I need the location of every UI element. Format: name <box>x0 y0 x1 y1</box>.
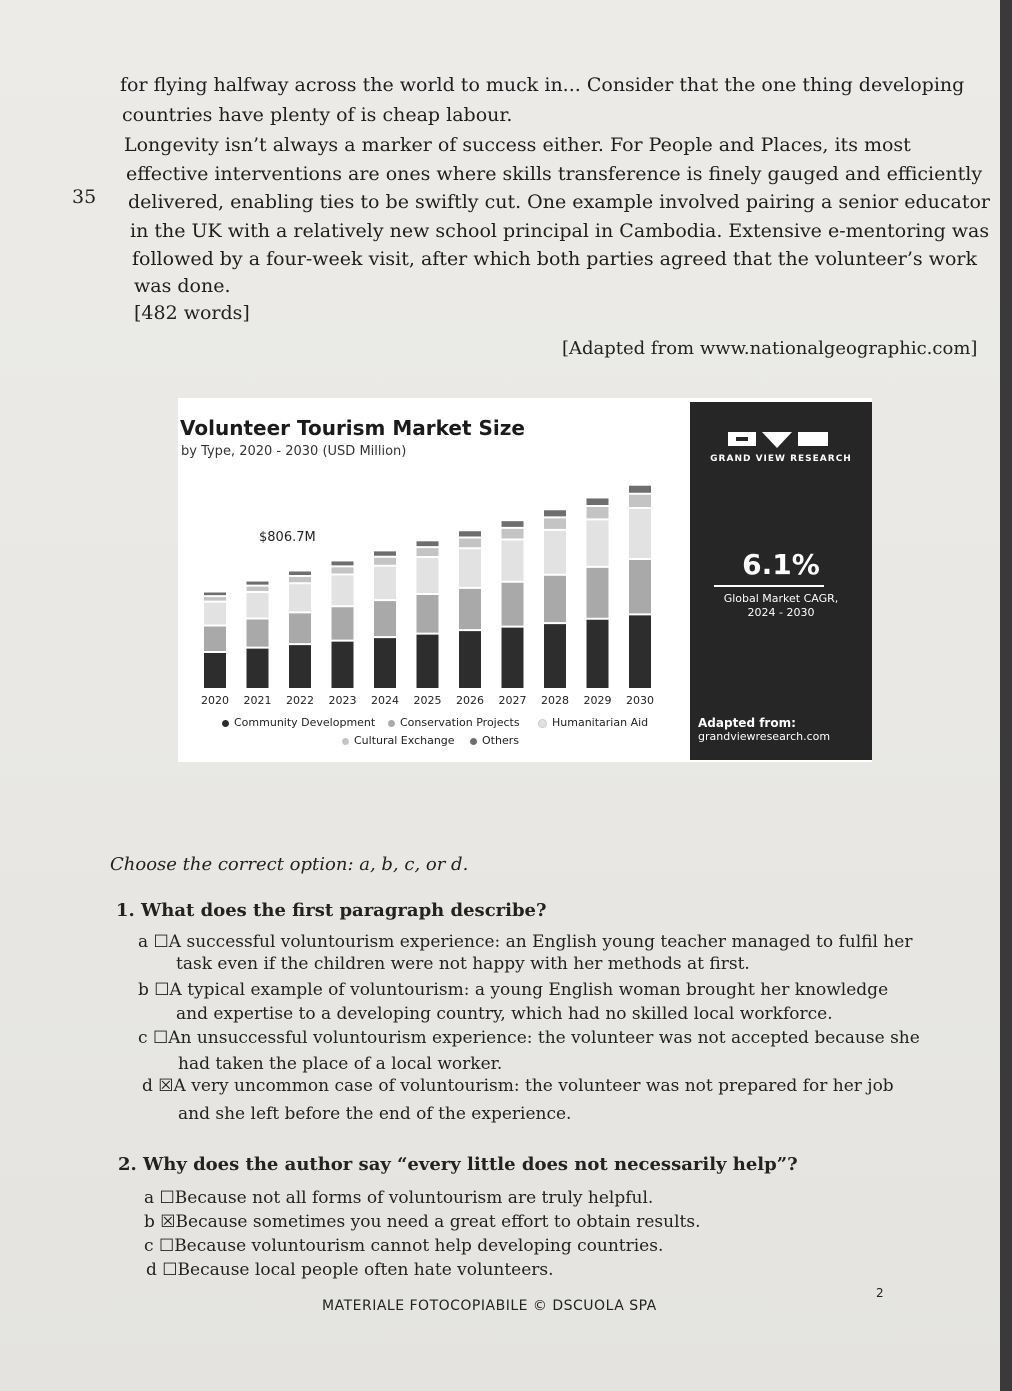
page-number: 2 <box>876 1286 884 1300</box>
legend-dot <box>470 738 477 745</box>
bar-segment-community-development <box>459 631 481 688</box>
legend-item: Cultural Exchange <box>342 734 455 747</box>
bar-segment-conservation-projects <box>502 583 524 626</box>
bar-segment-cultural-exchange <box>332 567 354 573</box>
line-number: 35 <box>72 186 97 208</box>
bar-segment-cultural-exchange <box>502 529 524 539</box>
word-count: [482 words] <box>134 302 250 324</box>
passage-line: countries have plenty of is cheap labour. <box>122 104 513 126</box>
adapted-label: Adapted from: <box>698 716 796 730</box>
checkbox-icon[interactable]: ☐ <box>154 980 170 1000</box>
q1-option-d[interactable]: d ☒A very uncommon case of voluntourism: the volunteer was not prepared for her job <box>142 1076 894 1096</box>
bar-segment-others <box>332 561 354 565</box>
passage-line: Longevity isn’t always a marker of success either. For People and Places, its most <box>124 134 911 156</box>
checkbox-icon[interactable]: ☐ <box>152 1028 169 1048</box>
legend-item: Others <box>470 734 519 747</box>
bar-segment-community-development <box>289 645 311 688</box>
bar-segment-humanitarian-aid <box>459 549 481 587</box>
source-citation: [Adapted from www.nationalgeographic.com] <box>562 338 978 359</box>
option-continuation: had taken the place of a local worker. <box>178 1054 503 1074</box>
x-tick-label: 2024 <box>371 694 399 707</box>
legend-item: Community Development <box>222 716 375 729</box>
checked-checkbox-icon[interactable]: ☒ <box>160 1212 176 1232</box>
bar-segment-humanitarian-aid <box>332 576 354 606</box>
adapted-site: grandviewresearch.com <box>698 730 831 743</box>
checked-checkbox-icon[interactable]: ☒ <box>158 1076 174 1096</box>
bar-segment-community-development <box>629 615 651 688</box>
cagr-panel <box>690 402 872 760</box>
q2-option-c[interactable]: c ☐Because voluntourism cannot help developing countries. <box>144 1236 664 1256</box>
legend-dot <box>538 719 547 728</box>
bar-segment-conservation-projects <box>332 607 354 639</box>
bar-segment-community-development <box>502 628 524 688</box>
cagr-label: Global Market CAGR, 2024 - 2030 <box>723 592 839 619</box>
q2-option-a[interactable]: a ☐Because not all forms of voluntourism are truly helpful. <box>144 1188 654 1208</box>
bar-segment-cultural-exchange <box>289 577 311 582</box>
bar-segment-conservation-projects <box>544 576 566 622</box>
checkbox-icon[interactable]: ☐ <box>162 1260 178 1280</box>
passage-line: delivered, enabling ties to be swiftly cut. One example involved pairing a senior educator <box>128 191 991 213</box>
bar-segment-community-development <box>587 620 609 688</box>
bar-segment-community-development <box>332 642 354 688</box>
bar-segment-cultural-exchange <box>247 587 269 591</box>
grand-view-logo-icon <box>728 428 828 450</box>
bar-segment-others <box>502 521 524 527</box>
x-tick-label: 2029 <box>583 694 612 707</box>
passage-line: was done. <box>134 275 231 297</box>
passage-line: effective interventions are ones where skills transference is finely gauged and efficiently <box>126 163 983 185</box>
bar-segment-conservation-projects <box>289 613 311 643</box>
chart-subtitle: by Type, 2020 - 2030 (USD Million) <box>181 444 407 459</box>
passage-line: followed by a four-week visit, after which both parties agreed that the volunteer’s work <box>132 248 977 270</box>
q1-option-c[interactable]: c ☐An unsuccessful voluntourism experience: the volunteer was not accepted because she <box>138 1028 920 1048</box>
divider <box>714 585 824 587</box>
stacked-bar-chart <box>178 398 690 762</box>
x-tick-label: 2027 <box>498 694 527 707</box>
checkbox-icon[interactable]: ☐ <box>153 932 169 952</box>
bar-segment-humanitarian-aid <box>247 593 269 618</box>
passage-line: in the UK with a relatively new school principal in Cambodia. Extensive e-mentoring was <box>130 220 990 242</box>
x-tick-label: 2022 <box>286 694 314 707</box>
bar-segment-humanitarian-aid <box>502 541 524 581</box>
q1-option-a[interactable]: a ☐A successful voluntourism experience: an English young teacher managed to fulfil her <box>138 932 913 952</box>
option-continuation: and expertise to a developing country, which had no skilled local workforce. <box>176 1004 833 1024</box>
legend-item: Humanitarian Aid <box>538 716 648 729</box>
x-tick-label: 2028 <box>541 694 569 707</box>
bar-segment-conservation-projects <box>587 568 609 618</box>
bar-segment-humanitarian-aid <box>587 520 609 566</box>
q2-option-d[interactable]: d ☐Because local people often hate volunteers. <box>146 1260 554 1280</box>
checkbox-icon[interactable]: ☐ <box>159 1188 175 1208</box>
bar-segment-community-development <box>544 624 566 688</box>
bar-segment-community-development <box>204 653 226 688</box>
x-tick-label: 2026 <box>456 694 484 707</box>
cagr-value: 6.1% <box>742 548 820 581</box>
bar-segment-others <box>459 531 481 536</box>
bar-segment-humanitarian-aid <box>629 509 651 558</box>
bar-segment-community-development <box>247 649 269 688</box>
x-tick-label: 2020 <box>201 694 229 707</box>
bar-segment-others <box>247 582 269 585</box>
bar-segment-conservation-projects <box>374 601 396 636</box>
bar-segment-others <box>374 551 396 555</box>
bar-segment-conservation-projects <box>247 620 269 647</box>
bar-segment-humanitarian-aid <box>289 584 311 611</box>
footer-copyright: MATERIALE FOTOCOPIABILE © DSCUOLA SPA <box>322 1298 657 1314</box>
bar-segment-humanitarian-aid <box>204 603 226 625</box>
x-tick-label: 2021 <box>243 694 272 707</box>
legend-dot <box>388 720 395 727</box>
instruction: Choose the correct option: a, b, c, or d. <box>110 854 469 875</box>
x-tick-label: 2030 <box>626 694 654 707</box>
brand-name: GRAND VIEW RESEARCH <box>710 454 852 464</box>
bar-segment-humanitarian-aid <box>544 531 566 574</box>
bar-segment-humanitarian-aid <box>417 558 439 593</box>
bar-segment-others <box>587 498 609 505</box>
x-tick-label: 2023 <box>328 694 357 707</box>
legend-dot <box>222 720 229 727</box>
bar-segment-humanitarian-aid <box>374 567 396 599</box>
bar-segment-community-development <box>417 635 439 688</box>
bar-segment-others <box>544 510 566 516</box>
passage-line: for flying halfway across the world to muck in... Consider that the one thing developing <box>120 74 965 96</box>
q1-option-b[interactable]: b ☐A typical example of voluntourism: a young English woman brought her knowledge <box>138 980 889 1000</box>
bar-segment-cultural-exchange <box>204 597 226 601</box>
q2-option-b[interactable]: b ☒Because sometimes you need a great effort to obtain results. <box>144 1212 701 1232</box>
bar-segment-conservation-projects <box>629 560 651 613</box>
bar-segment-cultural-exchange <box>417 548 439 556</box>
bar-segment-others <box>417 541 439 546</box>
option-continuation: task even if the children were not happy with her methods at first. <box>176 954 750 974</box>
market-infographic <box>178 398 872 762</box>
bar-segment-cultural-exchange <box>544 518 566 529</box>
bar-segment-others <box>289 572 311 576</box>
checkbox-icon[interactable]: ☐ <box>158 1236 175 1256</box>
chart-title: Volunteer Tourism Market Size <box>180 416 525 440</box>
x-tick-label: 2025 <box>413 694 442 707</box>
legend-item: Conservation Projects <box>388 716 520 729</box>
legend-dot <box>342 738 349 745</box>
chart-annotation: $806.7M <box>259 530 316 545</box>
bar-segment-cultural-exchange <box>374 558 396 565</box>
bar-segment-community-development <box>374 638 396 688</box>
bar-segment-others <box>629 486 651 493</box>
question-1: 1. What does the first paragraph describe? <box>116 900 547 921</box>
bar-segment-conservation-projects <box>204 627 226 652</box>
bar-segment-conservation-projects <box>417 595 439 633</box>
option-continuation: and she left before the end of the experience. <box>178 1104 572 1124</box>
question-2: 2. Why does the author say “every little does not necessarily help”? <box>118 1154 798 1175</box>
bar-segment-cultural-exchange <box>629 495 651 507</box>
bar-segment-cultural-exchange <box>587 507 609 518</box>
bar-segment-others <box>204 593 226 596</box>
bar-segment-conservation-projects <box>459 589 481 629</box>
bar-segment-cultural-exchange <box>459 539 481 548</box>
